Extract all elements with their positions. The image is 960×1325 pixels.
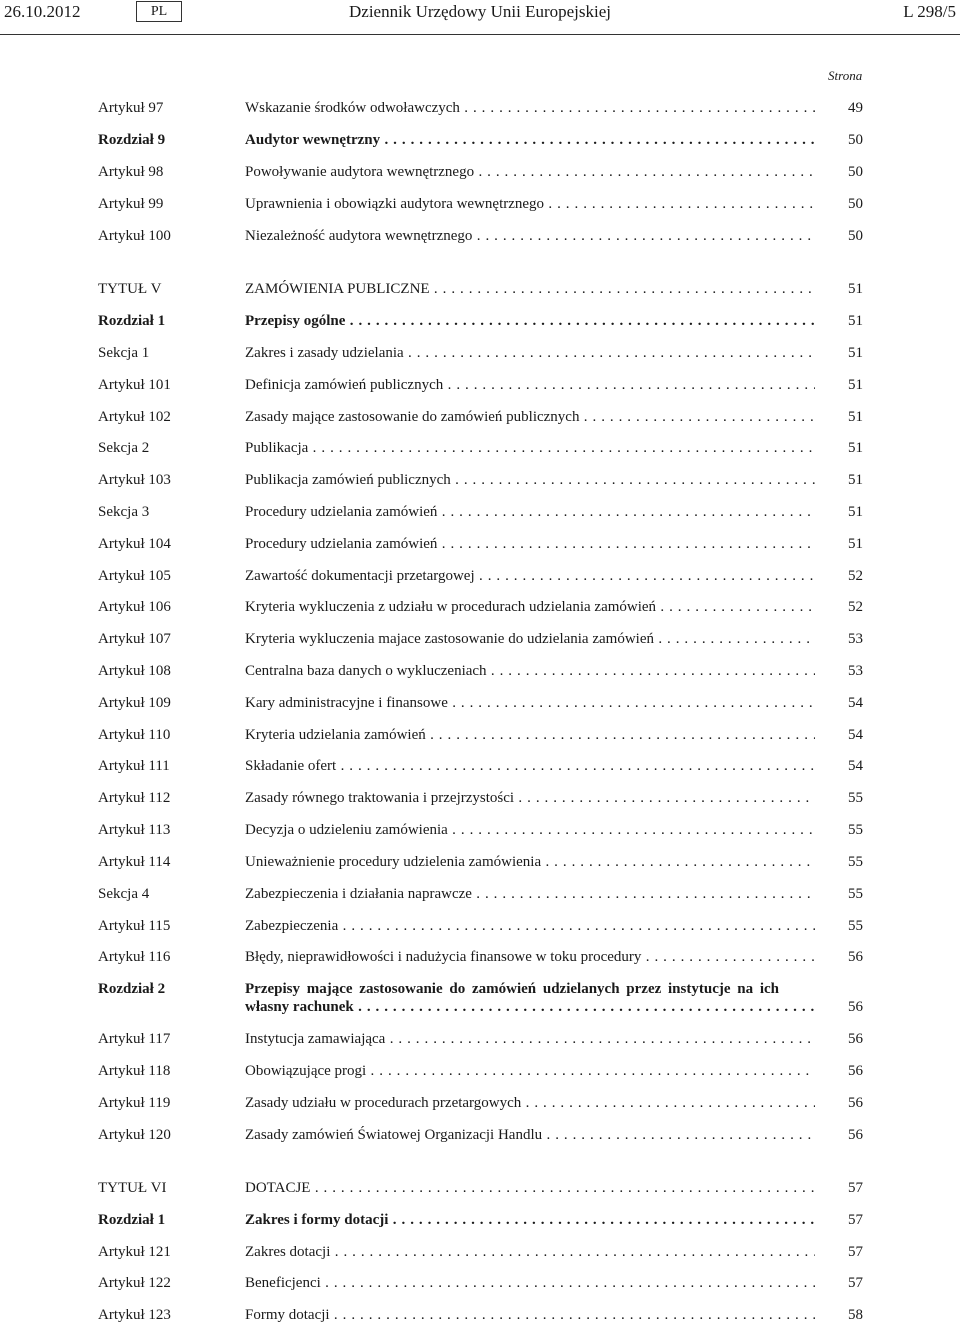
toc-entry-label: Artykuł 110 <box>98 727 171 743</box>
toc-entry-title: Błędy, nieprawidłowości i nadużycia finansowe w toku procedury . . . <box>245 948 815 966</box>
toc-entry-page-number: 50 <box>848 132 863 148</box>
toc-entry-label: Artykuł 114 <box>98 854 171 870</box>
toc-entry-title: Wskazanie środków odwoławczych . . . <box>245 99 815 117</box>
toc-entry-title: Obowiązujące progi . . . <box>245 1062 815 1080</box>
toc-entry-label: Rozdział 2 <box>98 981 166 997</box>
toc-entry-title: Procedury udzielania zamówień . . . <box>245 503 815 521</box>
toc-entry-title: Publikacja . . . <box>245 439 815 457</box>
toc-entry-page-number: 55 <box>848 854 863 870</box>
toc-entry-title: Formy dotacji . . . <box>245 1306 815 1324</box>
toc-entry-label: Artykuł 102 <box>98 409 171 425</box>
toc-entry-label: Sekcja 3 <box>98 504 150 520</box>
toc-entry-label: Artykuł 112 <box>98 790 171 806</box>
toc-entry-label: Artykuł 116 <box>98 949 171 965</box>
toc-entry-page-number: 56 <box>848 1063 863 1079</box>
toc-entry-title: Audytor wewnętrzny . . . <box>245 131 815 149</box>
toc-entry-title: Uprawnienia i obowiązki audytora wewnętrznego . . . <box>245 195 815 213</box>
toc-entry-label: Artykuł 122 <box>98 1275 171 1291</box>
toc-entry-page-number: 51 <box>848 440 863 456</box>
toc-entry-page-number: 52 <box>848 568 863 584</box>
toc-entry-page-number: 57 <box>848 1180 863 1196</box>
toc-entry-title: Zawartość dokumentacji przetargowej . . . <box>245 567 815 585</box>
language-badge: PL <box>136 1 182 22</box>
toc-entry-title: Kryteria udzielania zamówień . . . <box>245 726 815 744</box>
toc-entry-label: Artykuł 118 <box>98 1063 171 1079</box>
toc-entry-page-number: 49 <box>848 100 863 116</box>
toc-entry-title: DOTACJE . . . <box>245 1179 815 1197</box>
toc-entry-title: Zasady udziału w procedurach przetargowych . . . <box>245 1094 815 1112</box>
toc-entry-label: Artykuł 97 <box>98 100 164 116</box>
toc-entry-label: TYTUŁ VI <box>98 1180 167 1196</box>
toc-entry-page-number: 50 <box>848 228 863 244</box>
toc-entry-page-number: 51 <box>848 281 863 297</box>
toc-entry-title: Unieważnienie procedury udzielenia zamówienia . . . <box>245 853 815 871</box>
toc-entry-page-number: 54 <box>848 727 863 743</box>
toc-entry-label: Artykuł 103 <box>98 472 171 488</box>
toc-entry-title: Niezależność audytora wewnętrznego . . . <box>245 227 815 245</box>
toc-entry-page-number: 55 <box>848 822 863 838</box>
toc-entry-label: Rozdział 9 <box>98 132 166 148</box>
toc-entry-title: Beneficjenci . . . <box>245 1274 815 1292</box>
toc-entry-label: Artykuł 121 <box>98 1244 171 1260</box>
toc-entry-page-number: 55 <box>848 790 863 806</box>
toc-entry-title: Zakres dotacji . . . <box>245 1243 815 1261</box>
toc-entry-page-number: 52 <box>848 599 863 615</box>
toc-entry-label: Rozdział 1 <box>98 1212 166 1228</box>
toc-entry-title: Zasady równego traktowania i przejrzystości . . . <box>245 789 815 807</box>
toc-entry-label: Artykuł 104 <box>98 536 171 552</box>
toc-entry-label: Artykuł 107 <box>98 631 171 647</box>
toc-entry-title: Zakres i zasady udzielania . . . <box>245 344 815 362</box>
toc-entry-page-number: 51 <box>848 377 863 393</box>
toc-entry-page-number: 56 <box>848 999 863 1015</box>
toc-entry-label: Artykuł 101 <box>98 377 171 393</box>
toc-entry-page-number: 56 <box>848 949 863 965</box>
toc-entry-title: Zakres i formy dotacji . . . <box>245 1211 815 1229</box>
toc-entry-title: Zasady zamówień Światowej Organizacji Handlu . . . <box>245 1126 815 1144</box>
toc-entry-label: Artykuł 115 <box>98 918 171 934</box>
toc-entry-label: Sekcja 2 <box>98 440 150 456</box>
toc-entry-page-number: 51 <box>848 409 863 425</box>
toc-entry-page-number: 56 <box>848 1127 863 1143</box>
toc-entry-page-number: 51 <box>848 536 863 552</box>
toc-entry-title: ZAMÓWIENIA PUBLICZNE . . . <box>245 280 815 298</box>
toc-entry-title: Przepisy ogólne . . . <box>245 312 815 330</box>
toc-entry-label: Artykuł 99 <box>98 196 164 212</box>
toc-entry-label: Artykuł 98 <box>98 164 164 180</box>
toc-entry-title: Procedury udzielania zamówień . . . <box>245 535 815 553</box>
toc-entry-title: własny rachunek . . . <box>245 998 815 1016</box>
toc-entry-title: Powoływanie audytora wewnętrznego . . . <box>245 163 815 181</box>
publication-date: 26.10.2012 <box>4 2 81 21</box>
toc-entry-page-number: 57 <box>848 1244 863 1260</box>
toc-entry-label: Artykuł 105 <box>98 568 171 584</box>
toc-entry-page-number: 51 <box>848 313 863 329</box>
toc-entry-page-number: 56 <box>848 1031 863 1047</box>
toc-entry-label: Artykuł 106 <box>98 599 171 615</box>
toc-entry-title: Decyzja o udzieleniu zamówienia . . . <box>245 821 815 839</box>
toc-entry-label: Artykuł 113 <box>98 822 171 838</box>
toc-entry-page-number: 55 <box>848 918 863 934</box>
toc-entry <box>98 980 863 1018</box>
toc-entry-title: Definicja zamówień publicznych . . . <box>245 376 815 394</box>
toc-entry-title: Zasady mające zastosowanie do zamówień publicznych . . . <box>245 408 815 426</box>
toc-entry-title: Zabezpieczenia . . . <box>245 917 815 935</box>
toc-entry-title: Zabezpieczenia i działania naprawcze . . . <box>245 885 815 903</box>
toc-entry-label: TYTUŁ V <box>98 281 162 297</box>
toc-entry-page-number: 51 <box>848 504 863 520</box>
toc-entry-title: Kryteria wykluczenia z udziału w procedurach udzielania zamówień . . . <box>245 598 815 616</box>
toc-entry-label: Artykuł 108 <box>98 663 171 679</box>
page-column-heading: Strona <box>828 68 863 83</box>
toc-entry-page-number: 57 <box>848 1275 863 1291</box>
toc-entry-title: Kary administracyjne i finansowe . . . <box>245 694 815 712</box>
toc-entry-title: Centralna baza danych o wykluczeniach . . . <box>245 662 815 680</box>
toc-entry-page-number: 50 <box>848 164 863 180</box>
toc-entry-page-number: 53 <box>848 631 863 647</box>
toc-entry-title: Publikacja zamówień publicznych . . . <box>245 471 815 489</box>
toc-entry-title: Instytucja zamawiająca . . . <box>245 1030 815 1048</box>
toc-entry-title: Przepisy mające zastosowanie do zamówień udzielanych przez instytucje na ich <box>245 981 780 997</box>
toc-entry-page-number: 56 <box>848 1095 863 1111</box>
toc-entry-page-number: 51 <box>848 345 863 361</box>
toc-entry-page-number: 57 <box>848 1212 863 1228</box>
toc-entry-page-number: 55 <box>848 886 863 902</box>
toc-entry-label: Artykuł 109 <box>98 695 171 711</box>
toc-entry-label: Rozdział 1 <box>98 313 166 329</box>
toc-entry-page-number: 58 <box>848 1307 863 1323</box>
toc-entry-label: Artykuł 119 <box>98 1095 171 1111</box>
toc-entry-title: Kryteria wykluczenia majace zastosowanie do udzielania zamówień . . . <box>245 630 815 648</box>
toc-entry-label: Artykuł 117 <box>98 1031 171 1047</box>
toc-entry-page-number: 53 <box>848 663 863 679</box>
toc-entry-page-number: 54 <box>848 695 863 711</box>
toc-entry-label: Artykuł 100 <box>98 228 171 244</box>
toc-entry-page-number: 54 <box>848 758 863 774</box>
toc-entry-label: Sekcja 4 <box>98 886 150 902</box>
toc-entry-page-number: 51 <box>848 472 863 488</box>
toc-entry-page-number: 50 <box>848 196 863 212</box>
toc-entry-label: Artykuł 123 <box>98 1307 171 1323</box>
toc-entry-label: Artykuł 120 <box>98 1127 171 1143</box>
page-reference: L 298/5 <box>903 2 956 21</box>
toc-entry-label: Sekcja 1 <box>98 345 150 361</box>
toc-entry-label: Artykuł 111 <box>98 758 170 774</box>
journal-title: Dziennik Urzędowy Unii Europejskiej <box>349 2 612 21</box>
toc-entry-title: Składanie ofert . . . <box>245 757 815 775</box>
